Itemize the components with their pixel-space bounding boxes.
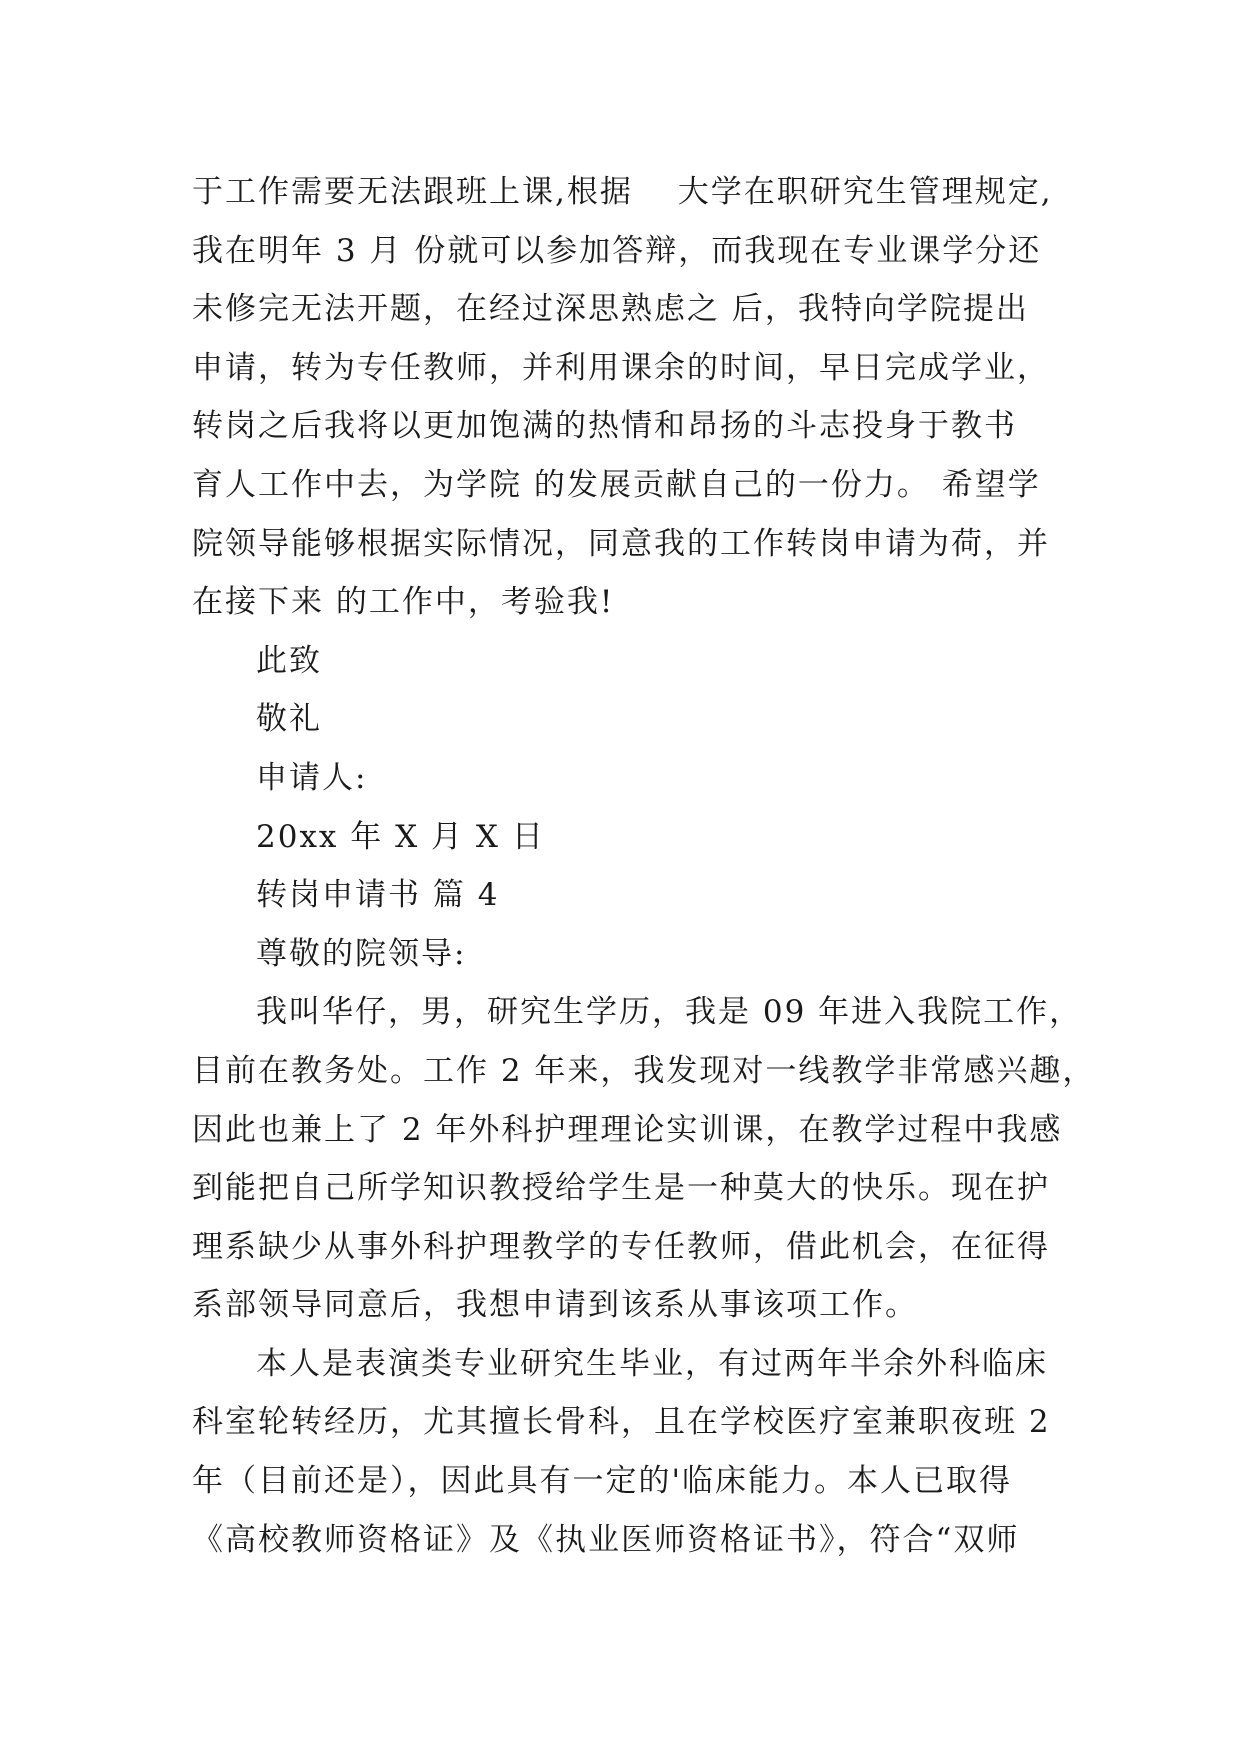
text-line-3: 未修完无法开题，在经过深思熟虑之 后，我特向学院提出 bbox=[192, 291, 1029, 328]
text-line-7: 院领导能够根据实际情况，同意我的工作转岗申请为荷，并 bbox=[192, 525, 1050, 562]
text-line-5: 转岗之后我将以更加饱满的热情和昂扬的斗志投身于教书 bbox=[192, 408, 1017, 445]
text-line-15: 我叫华仔，男，研究生学历，我是 09 年进入我院工作， bbox=[256, 994, 1083, 1031]
text-line-4: 申请，转为专任教师，并利用课余的时间，早日完成学业， bbox=[192, 349, 1050, 386]
closing-regards: 敬礼 bbox=[256, 701, 322, 738]
text-line-24: 《高校教师资格证》及《执业医师资格证书》，符合“双师 bbox=[192, 1521, 1020, 1558]
date-line: 20xx 年 X 月 X 日 bbox=[256, 818, 545, 855]
text-line-1: 于工作需要无法跟班上课,根据 大学在职研究生管理规定, bbox=[192, 174, 1053, 210]
text-line-8: 在接下来 的工作中，考验我! bbox=[192, 584, 615, 621]
closing-salutation: 此致 bbox=[256, 642, 322, 679]
text-line-20: 系部领导同意后，我想申请到该系从事该项工作。 bbox=[192, 1287, 918, 1324]
text-line-18: 到能把自己所学知识教授给学生是一种莫大的快乐。现在护 bbox=[192, 1170, 1050, 1207]
text-line-23: 年（目前还是），因此具有一定的'临床能力。本人已取得 bbox=[192, 1463, 1013, 1500]
text-line-21: 本人是表演类专业研究生毕业，有过两年半余外科临床 bbox=[256, 1345, 1048, 1382]
section-title: 转岗申请书 篇 4 bbox=[256, 877, 500, 914]
text-line-6: 育人工作中去，为学院 的发展贡献自己的一份力。 希望学 bbox=[192, 466, 1041, 503]
text-line-17: 因此也兼上了 2 年外科护理理论实训课，在教学过程中我感 bbox=[192, 1111, 1063, 1148]
text-line-22: 科室轮转经历，尤其擅长骨科，且在学校医疗室兼职夜班 2 bbox=[192, 1404, 1051, 1441]
applicant-label: 申请人: bbox=[256, 759, 368, 796]
text-line-16: 目前在教务处。工作 2 年来，我发现对一线教学非常感兴趣， bbox=[192, 1052, 1096, 1089]
text-line-2: 我在明年 3 月 份就可以参加答辩，而我现在专业课学分还 bbox=[192, 232, 1042, 269]
body-text bbox=[192, 163, 1096, 1569]
text-line-19: 理系缺少从事外科护理教学的专任教师，借此机会，在征得 bbox=[192, 1228, 1050, 1265]
greeting: 尊敬的院领导: bbox=[256, 935, 467, 972]
